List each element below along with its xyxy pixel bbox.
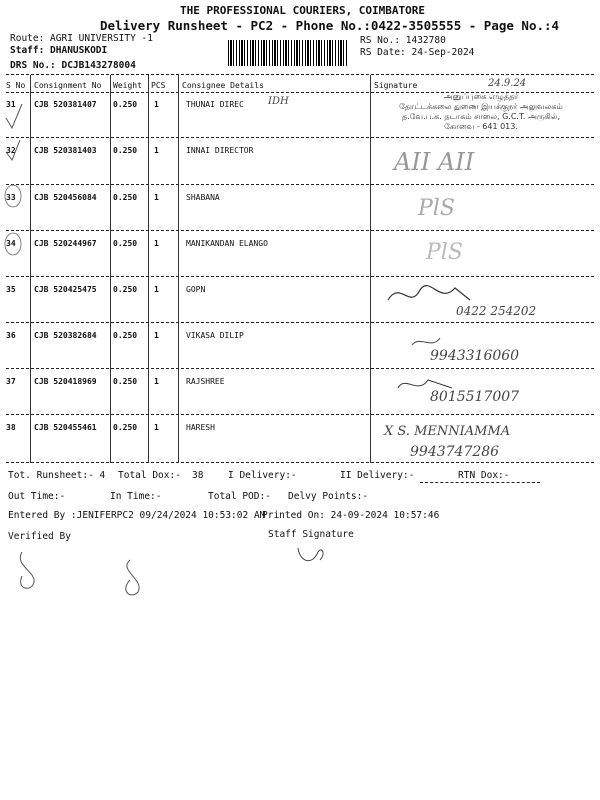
printed-on: Printed On: 24-09-2024 10:57:46 bbox=[262, 510, 440, 521]
row-consignee: GOPN bbox=[186, 285, 206, 294]
row-sno: 37 bbox=[6, 377, 16, 386]
row-pcs: 1 bbox=[154, 146, 159, 155]
stamp-line: கோவை - 641 013. bbox=[444, 122, 518, 131]
staff-signature-label: Staff Signature bbox=[268, 529, 354, 540]
row-weight: 0.250 bbox=[113, 377, 138, 386]
signature-scribble bbox=[388, 286, 470, 300]
col-weight: Weight bbox=[113, 81, 142, 90]
row-consignment: CJB 520382684 bbox=[34, 331, 97, 340]
circle-mark bbox=[5, 185, 21, 207]
total-dox-value: 38 bbox=[192, 470, 204, 481]
handwritten-signature: PlS bbox=[426, 240, 463, 265]
entered-by: Entered By :JENIFERPC2 09/24/2024 10:53:02 AM bbox=[8, 510, 266, 521]
staff-label: Staff: DHANUSKODI bbox=[10, 45, 108, 56]
signature-scribble bbox=[398, 380, 452, 388]
row-consignment: CJB 520244967 bbox=[34, 239, 97, 248]
row-consignment: CJB 520455461 bbox=[34, 423, 97, 432]
row-pcs: 1 bbox=[154, 331, 159, 340]
row-consignee: MANIKANDAN ELANGO bbox=[186, 239, 268, 248]
row-sno: 35 bbox=[6, 285, 16, 294]
total-pod: Total POD:- bbox=[208, 491, 271, 502]
col-consignment: Consignment No bbox=[34, 81, 102, 90]
route-label: Route: AGRI UNIVERSITY -1 bbox=[10, 33, 153, 44]
verified-scribble bbox=[126, 560, 139, 595]
row-sno: 38 bbox=[6, 423, 16, 432]
row-pcs: 1 bbox=[154, 423, 159, 432]
row-weight: 0.250 bbox=[113, 331, 138, 340]
row-consignment: CJB 520418969 bbox=[34, 377, 97, 386]
handwritten-signature: AII AII bbox=[394, 148, 475, 176]
circle-mark bbox=[5, 233, 21, 255]
office-stamp bbox=[396, 92, 566, 132]
row-consignment: CJB 520381403 bbox=[34, 146, 97, 155]
row-pcs: 1 bbox=[154, 193, 159, 202]
verified-scribble bbox=[20, 552, 34, 588]
handwritten-name: X S. MENNIAMMA bbox=[384, 424, 511, 439]
row-consignment: CJB 520425475 bbox=[34, 285, 97, 294]
row-sno: 34 bbox=[6, 239, 16, 248]
row-consignee: HARESH bbox=[186, 423, 215, 432]
staff-signature-scribble bbox=[298, 548, 323, 561]
row-consignee: THUNAI DIREC bbox=[186, 100, 244, 109]
row-consignee: INNAI DIRECTOR bbox=[186, 146, 254, 155]
row-consignee: VIKASA DILIP bbox=[186, 331, 244, 340]
signature-scribble bbox=[412, 338, 440, 345]
tick-mark bbox=[6, 104, 22, 128]
ii-delivery: II Delivery:- bbox=[340, 470, 415, 481]
handwritten-phone: 9943747286 bbox=[410, 444, 500, 460]
row-sno: 36 bbox=[6, 331, 16, 340]
stamp-line: த.வே.ப.க. தடாகம் சாலை, G.C.T. அருகில், bbox=[401, 112, 561, 121]
handwritten-phone: 8015517007 bbox=[430, 389, 520, 405]
rtn-dox: RTN Dox:- bbox=[458, 470, 510, 481]
row-weight: 0.250 bbox=[113, 239, 138, 248]
col-pcs: PCS bbox=[151, 81, 166, 90]
handwritten-signature: PlS bbox=[418, 196, 455, 221]
row-sno: 31 bbox=[6, 100, 16, 109]
drs-number: DRS No.: DCJB143278004 bbox=[10, 60, 136, 71]
stamp-line: அனுப்புகை எழுத்தர் bbox=[443, 92, 519, 101]
row-consignee: SHABANA bbox=[186, 193, 220, 202]
rs-number: RS No.: 1432780 bbox=[360, 35, 446, 46]
row-weight: 0.250 bbox=[113, 193, 138, 202]
total-dox-label: Total Dox:- bbox=[118, 470, 181, 481]
i-delivery: I Delivery:- bbox=[228, 470, 297, 481]
handwritten-note: IDH bbox=[268, 96, 289, 107]
row-weight: 0.250 bbox=[113, 100, 138, 109]
summary-rule bbox=[420, 482, 540, 483]
row-weight: 0.250 bbox=[113, 285, 138, 294]
row-pcs: 1 bbox=[154, 285, 159, 294]
in-time: In Time:- bbox=[110, 491, 162, 502]
stamp-line: தோட்டக்கலை துணை இயக்குநர் அலுவலகம் bbox=[399, 102, 563, 111]
delvy-points: Delvy Points:- bbox=[288, 491, 369, 502]
tick-mark bbox=[6, 140, 20, 160]
row-consignment: CJB 520456084 bbox=[34, 193, 97, 202]
row-weight: 0.250 bbox=[113, 423, 138, 432]
col-sno: S No bbox=[6, 81, 26, 90]
col-signature: Signature bbox=[374, 81, 418, 90]
row-sno: 33 bbox=[6, 193, 16, 202]
handwritten-date: 24.9.24 bbox=[488, 78, 527, 89]
verified-by: Verified By bbox=[8, 531, 71, 542]
row-pcs: 1 bbox=[154, 239, 159, 248]
row-pcs: 1 bbox=[154, 377, 159, 386]
out-time: Out Time:- bbox=[8, 491, 66, 502]
company-title: THE PROFESSIONAL COURIERS, COIMBATORE bbox=[180, 4, 426, 17]
row-pcs: 1 bbox=[154, 100, 159, 109]
handwritten-phone: 9943316060 bbox=[430, 348, 520, 364]
row-weight: 0.250 bbox=[113, 146, 138, 155]
handwritten-phone: 0422 254202 bbox=[456, 304, 537, 318]
runsheet-subtitle: Delivery Runsheet - PC2 - Phone No.:0422-3505555 - Page No.:4 bbox=[100, 18, 560, 33]
tot-runsheet: Tot. Runsheet:- 4 bbox=[8, 470, 106, 481]
rs-date: RS Date: 24-Sep-2024 bbox=[360, 47, 475, 58]
row-consignment: CJB 520381407 bbox=[34, 100, 97, 109]
row-sno: 32 bbox=[6, 146, 16, 155]
row-consignee: RAJSHREE bbox=[186, 377, 225, 386]
col-consignee: Consignee Details bbox=[182, 81, 264, 90]
